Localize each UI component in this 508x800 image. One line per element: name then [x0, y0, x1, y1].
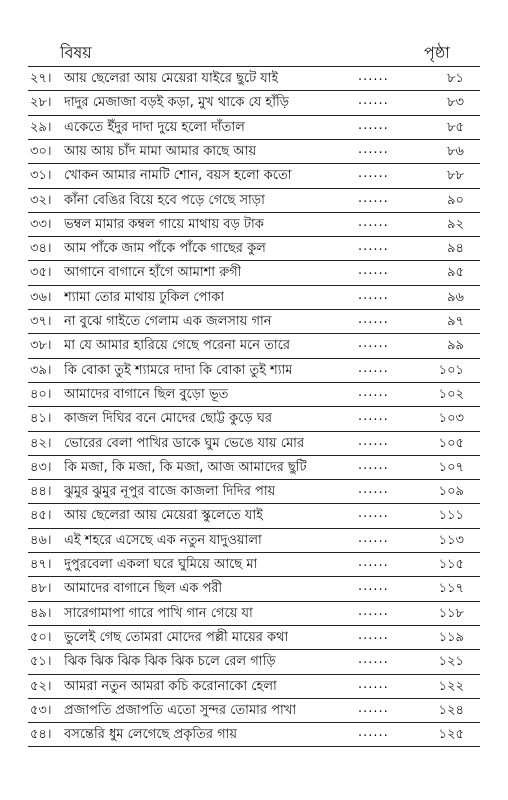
entry-leader-dots: ......	[358, 530, 389, 546]
toc-entry	[0, 601, 508, 625]
entry-number: ৫০।	[30, 629, 52, 645]
entry-leader-dots: ......	[358, 384, 389, 400]
entry-number: ৪৮।	[30, 581, 52, 597]
subject-column-heading: বিষয়	[60, 43, 92, 62]
entry-title: আমরা নতুন আমরা কচি করোনাকো হেলা	[64, 678, 277, 694]
entry-page-number: ৯৬	[447, 289, 464, 305]
entry-page-number: ৮৬	[447, 143, 464, 159]
toc-entry	[0, 358, 508, 382]
entry-title: আয় ছেলেরা আয় মেয়েরা যাইরে ছুটে যাই	[64, 71, 279, 86]
entry-title: আমাদের বাগানে ছিল বুড়ো ভূত	[64, 386, 229, 402]
entry-title: কাজল দিঘির বনে মোদের ছোট্ট কুড়ে ঘর	[64, 411, 273, 427]
entry-page-number: ৮৮	[447, 168, 464, 184]
entry-page-number: ৯৫	[447, 265, 464, 281]
entry-number: ৫৩।	[30, 702, 52, 718]
entry-number: ৩০।	[30, 143, 52, 159]
entry-leader-dots: ......	[358, 725, 389, 741]
entry-number: ২৭।	[30, 71, 52, 86]
entry-title: সারেগামাপা গারে পাখি গান গেয়ে যা	[64, 605, 253, 621]
entry-page-number: ১০৫	[438, 435, 464, 451]
entry-leader-dots: ......	[358, 312, 389, 327]
entry-number: ৪৩।	[30, 459, 52, 475]
toc-entry	[0, 188, 508, 212]
entry-page-number: ৮৩	[447, 95, 464, 111]
toc-entry	[0, 139, 508, 163]
entry-leader-dots: ......	[358, 239, 389, 255]
toc-entry	[0, 528, 508, 552]
entry-title: প্রজাপতি প্রজাপতি এতো সুন্দর তোমার পাখা	[64, 702, 297, 718]
entry-leader-dots: ......	[358, 93, 389, 109]
entry-page-number: ১১৯	[438, 629, 464, 645]
entry-number: ৪০।	[30, 386, 52, 402]
toc-entry	[0, 309, 508, 333]
toc-entry	[0, 66, 508, 90]
entry-title: আগানে বাগানে হাঁগে আমাশা রুগী	[64, 265, 242, 281]
entry-leader-dots: ......	[358, 166, 389, 182]
entry-page-number: ১১৩	[438, 532, 464, 548]
toc-entry	[0, 552, 508, 576]
entry-leader-dots: ......	[358, 676, 389, 692]
entry-title: ঝুমুর ঝুমুর নূপুর বাজে কাজলা দিদির পায়	[64, 484, 276, 500]
entry-title: দাদুর মেজাজা বড়ই কড়া, মুখ থাকে যে হাঁড়ি	[64, 95, 289, 111]
entry-number: ৩৭।	[30, 314, 52, 329]
row-divider	[28, 746, 480, 747]
entry-leader-dots: ......	[358, 287, 389, 303]
entry-leader-dots: ......	[358, 409, 389, 425]
entry-leader-dots: ......	[358, 627, 389, 643]
entry-page-number: ১১৫	[438, 557, 464, 572]
entry-page-number: ১০৭	[438, 459, 464, 475]
entry-title: ভুলেই গেছ তোমরা মোদের পল্লী মায়ের কথা	[64, 629, 289, 645]
entry-number: ৩৬।	[30, 289, 52, 305]
toc-entry	[0, 431, 508, 455]
toc-entry	[0, 406, 508, 430]
entry-title: একেতে ইঁদুর দাদা দুয়ে হলো দাঁতাল	[64, 119, 245, 135]
entry-page-number: ১২২	[438, 678, 464, 694]
entry-leader-dots: ......	[358, 457, 389, 473]
entry-title: মা যে আমার হারিয়ে গেছে পরেনা মনে তারে	[64, 338, 291, 354]
entry-page-number: ১০৯	[438, 484, 464, 500]
entry-title: বসন্তেরি ধুম লেগেছে প্রকৃতির গায়	[64, 727, 238, 743]
entry-page-number: ৯৯	[447, 338, 464, 354]
entry-title: কাঁনা বেঙির বিয়ে হবে পড়ে গেছে সাড়া	[64, 192, 265, 208]
entry-number: ২৯।	[30, 119, 52, 135]
entry-number: ৩৯।	[30, 362, 52, 378]
entry-number: ৪১।	[30, 411, 52, 427]
entry-leader-dots: ......	[358, 433, 389, 449]
toc-header	[0, 40, 508, 66]
toc-entry	[0, 576, 508, 600]
entry-number: ৩৪।	[30, 241, 52, 257]
entry-leader-dots: ......	[358, 603, 389, 619]
entry-leader-dots: ......	[358, 336, 389, 352]
entry-leader-dots: ......	[358, 700, 389, 716]
toc-entry	[0, 722, 508, 746]
toc-entry	[0, 455, 508, 479]
toc-entry	[0, 333, 508, 357]
toc-entry	[0, 236, 508, 260]
page-column-heading: পৃষ্ঠা	[424, 43, 450, 62]
entry-page-number: ১১৭	[438, 581, 464, 597]
entry-title: কি মজা, কি মজা, কি মজা, আজ আমাদের ছুটি	[64, 459, 307, 475]
entry-leader-dots: ......	[358, 360, 389, 376]
entry-number: ৪৭।	[30, 557, 52, 572]
entry-number: ৩২।	[30, 192, 52, 208]
entry-leader-dots: ......	[358, 579, 389, 595]
entry-title: ভম্বল মামার কম্বল গায়ে মাথায় বড় টাক	[64, 216, 264, 232]
entry-number: ৫২।	[30, 678, 52, 694]
toc-entry	[0, 382, 508, 406]
entry-number: ৪৯।	[30, 605, 52, 621]
entry-title: আয় আয় চাঁদ মামা আমার কাছে আয়	[64, 143, 257, 159]
entry-title: কি বোকা তুই শ্যামরে দাদা কি বোকা তুই শ্যাম	[64, 362, 293, 378]
entry-page-number: ৯৭	[447, 314, 464, 329]
entry-leader-dots: ......	[358, 482, 389, 498]
toc-entry	[0, 212, 508, 236]
entry-page-number: ১০৩	[438, 411, 464, 427]
toc-entry	[0, 115, 508, 139]
entry-leader-dots: ......	[358, 141, 389, 157]
entry-leader-dots: ......	[358, 190, 389, 206]
entry-title: না বুঝে গাইতে গেলাম এক জলসায় গান	[64, 314, 272, 329]
entry-leader-dots: ......	[358, 652, 389, 668]
entry-title: আমাদের বাগানে ছিল এক পরী	[64, 581, 223, 597]
entry-title: খোকন আমার নামটি শোন, বয়স হলো কতো	[64, 168, 292, 184]
entry-page-number: ৯৪	[447, 241, 464, 257]
entry-number: ৩৩।	[30, 216, 52, 232]
entry-number: ২৮।	[30, 95, 52, 111]
toc-entry	[0, 285, 508, 309]
entry-number: ৩৮।	[30, 338, 52, 354]
entry-title: ভোরের বেলা পাখির ডাকে ঘুম ভেঙে যায় মোর	[64, 435, 305, 451]
entry-number: ৩১।	[30, 168, 52, 184]
entry-page-number: ১০১	[438, 362, 464, 378]
toc-entry	[0, 503, 508, 527]
entry-number: ৪২।	[30, 435, 52, 451]
entry-leader-dots: ......	[358, 117, 389, 133]
entry-page-number: ১২৫	[438, 727, 464, 743]
entry-title: আম পাঁকে জাম পাঁকে পাঁকে গাছের কুল	[64, 241, 266, 257]
entry-title: এই শহরে এসেছে এক নতুন যাদুওয়ালা	[64, 532, 262, 548]
entry-title: শ্যামা তোর মাথায় ঢুকিল পোকা	[64, 289, 225, 305]
entry-leader-dots: ......	[358, 555, 389, 570]
entry-number: ৩৫।	[30, 265, 52, 281]
entry-leader-dots: ......	[358, 506, 389, 522]
entry-page-number: ১১৮	[438, 605, 464, 621]
entry-leader-dots: ......	[358, 214, 389, 230]
entry-number: ৪৫।	[30, 508, 52, 524]
entry-leader-dots: ......	[358, 263, 389, 279]
entry-title: দুপুরবেলা একলা ঘরে ঘুমিয়ে আছে মা	[64, 557, 258, 572]
toc-entry	[0, 479, 508, 503]
toc-entry	[0, 674, 508, 698]
entry-page-number: ৮৫	[447, 119, 464, 135]
entry-number: ৫১।	[30, 654, 52, 670]
entry-title: আয় ছেলেরা আয় মেয়েরা স্কুলেতে যাই	[64, 508, 263, 524]
entry-page-number: ৮১	[447, 71, 464, 86]
entry-number: ৪৪।	[30, 484, 52, 500]
entry-number: ৫৪।	[30, 727, 52, 743]
entry-number: ৪৬।	[30, 532, 52, 548]
toc-entry	[0, 90, 508, 114]
entry-leader-dots: ......	[358, 69, 389, 84]
entry-page-number: ১২৪	[438, 702, 464, 718]
entry-title: ঝিক ঝিক ঝিক ঝিক ঝিক চলে রেল গাড়ি	[64, 654, 276, 670]
toc-entry	[0, 260, 508, 284]
entry-page-number: ১১১	[438, 508, 464, 524]
toc-entry	[0, 625, 508, 649]
toc-entry	[0, 163, 508, 187]
entry-page-number: ৯২	[447, 216, 464, 232]
entry-page-number: ৯০	[447, 192, 464, 208]
toc-entry	[0, 698, 508, 722]
entry-page-number: ১২১	[438, 654, 464, 670]
entry-page-number: ১০২	[438, 386, 464, 402]
toc-entry	[0, 649, 508, 673]
